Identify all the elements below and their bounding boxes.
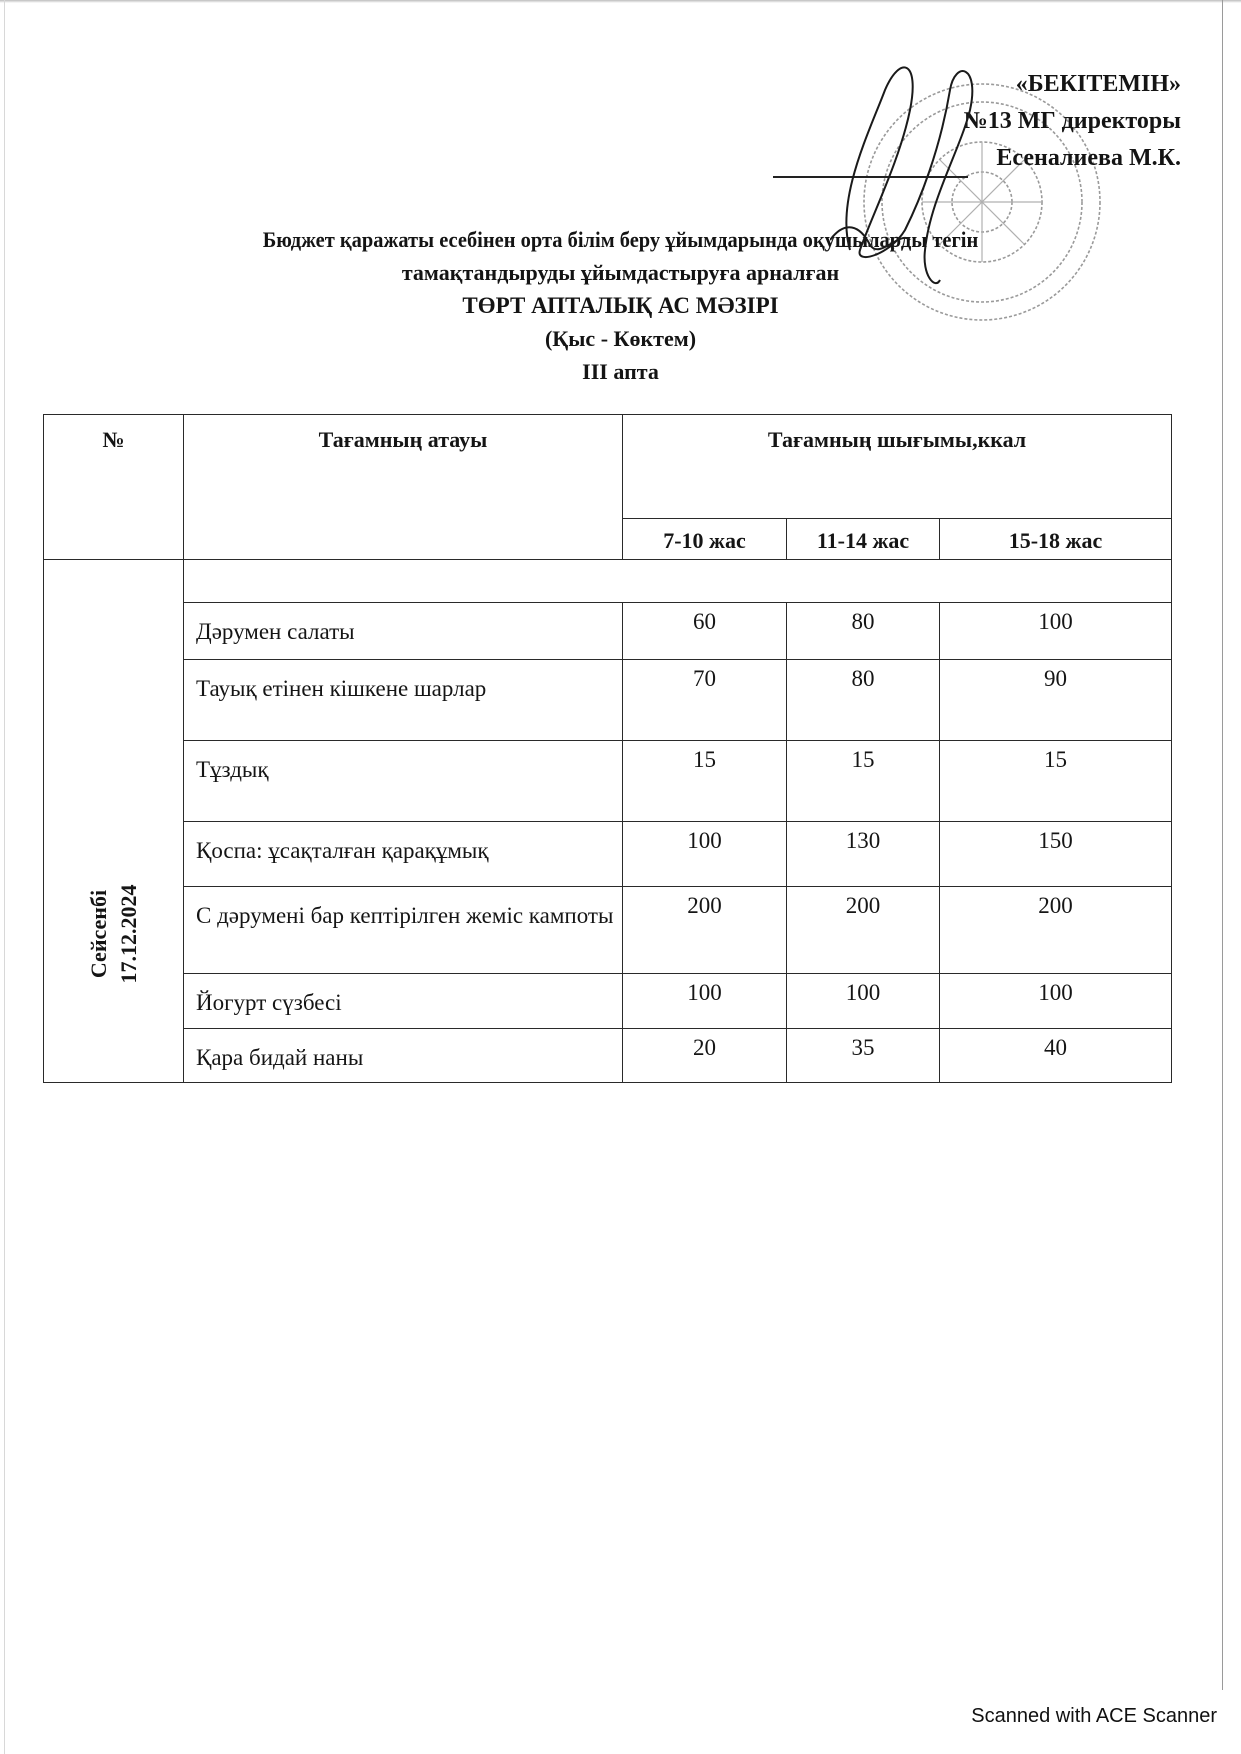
dish-name: Тұздық xyxy=(184,741,623,822)
table-row xyxy=(44,1029,1172,1083)
kcal-value: 150 xyxy=(940,822,1172,887)
kcal-value: 100 xyxy=(623,974,787,1029)
dish-name: С дәрумені бар кептірілген жеміс кампоты xyxy=(184,887,623,974)
table-row xyxy=(44,887,1172,974)
day-weekday: Сейсенбі xyxy=(85,889,111,979)
blank-cell xyxy=(184,560,1172,603)
kcal-value: 70 xyxy=(623,660,787,741)
kcal-value: 80 xyxy=(787,660,940,741)
title-main: ТӨРТ АПТАЛЫҚ АС МӘЗІРІ xyxy=(462,293,779,318)
approval-name: Есеналиева М.К. xyxy=(996,145,1181,171)
dish-name: Дәрумен салаты xyxy=(184,603,623,660)
table-row xyxy=(44,974,1172,1029)
dish-name: Қоспа: ұсақталған қарақұмық xyxy=(184,822,623,887)
header-number: № xyxy=(44,415,184,560)
approval-heading: «БЕКІТЕМІН» xyxy=(1015,71,1181,97)
table-row xyxy=(44,560,1172,603)
dish-name: Тауық етінен кішкене шарлар xyxy=(184,660,623,741)
kcal-value: 80 xyxy=(787,603,940,660)
header-age-group: 15-18 жас xyxy=(940,519,1172,560)
kcal-value: 100 xyxy=(787,974,940,1029)
kcal-value: 100 xyxy=(940,974,1172,1029)
scan-edge xyxy=(0,0,1241,3)
header-age-group: 7-10 жас xyxy=(623,519,787,560)
header-age-group: 11-14 жас xyxy=(787,519,940,560)
menu-table xyxy=(43,414,1172,1083)
signature-icon xyxy=(830,50,1000,290)
table-row xyxy=(44,603,1172,660)
table-row xyxy=(44,741,1172,822)
header-yield: Тағамның шығымы,ккал xyxy=(623,415,1172,519)
kcal-value: 200 xyxy=(787,887,940,974)
day-date: 17.12.2024 xyxy=(115,884,141,984)
kcal-value: 200 xyxy=(940,887,1172,974)
kcal-value: 130 xyxy=(787,822,940,887)
kcal-value: 100 xyxy=(940,603,1172,660)
kcal-value: 60 xyxy=(623,603,787,660)
table-row xyxy=(44,822,1172,887)
dish-name: Қара бидай наны xyxy=(184,1029,623,1083)
kcal-value: 100 xyxy=(623,822,787,887)
document-title xyxy=(0,223,1241,388)
title-line: Бюджет қаражаты есебінен орта білім беру ұйымдарында оқушыларды тегін xyxy=(262,227,979,252)
table-row xyxy=(44,660,1172,741)
kcal-value: 200 xyxy=(623,887,787,974)
kcal-value: 90 xyxy=(940,660,1172,741)
scanner-watermark: Scanned with ACE Scanner xyxy=(971,1705,1217,1727)
kcal-value: 15 xyxy=(940,741,1172,822)
kcal-value: 40 xyxy=(940,1029,1172,1083)
day-cell xyxy=(44,560,184,1083)
kcal-value: 20 xyxy=(623,1029,787,1083)
table-header-row xyxy=(44,415,1172,519)
day-label xyxy=(84,885,144,984)
header-dish-name: Тағамның атауы xyxy=(184,415,623,560)
title-week: III апта xyxy=(582,359,659,384)
approval-position: №13 МГ директоры xyxy=(963,108,1181,134)
dish-name: Йогурт сүзбесі xyxy=(184,974,623,1029)
kcal-value: 35 xyxy=(787,1029,940,1083)
title-line: тамақтандыруды ұйымдастыруға арналған xyxy=(401,260,840,285)
kcal-value: 15 xyxy=(787,741,940,822)
title-season: (Қыс - Көктем) xyxy=(544,326,697,351)
kcal-value: 15 xyxy=(623,741,787,822)
